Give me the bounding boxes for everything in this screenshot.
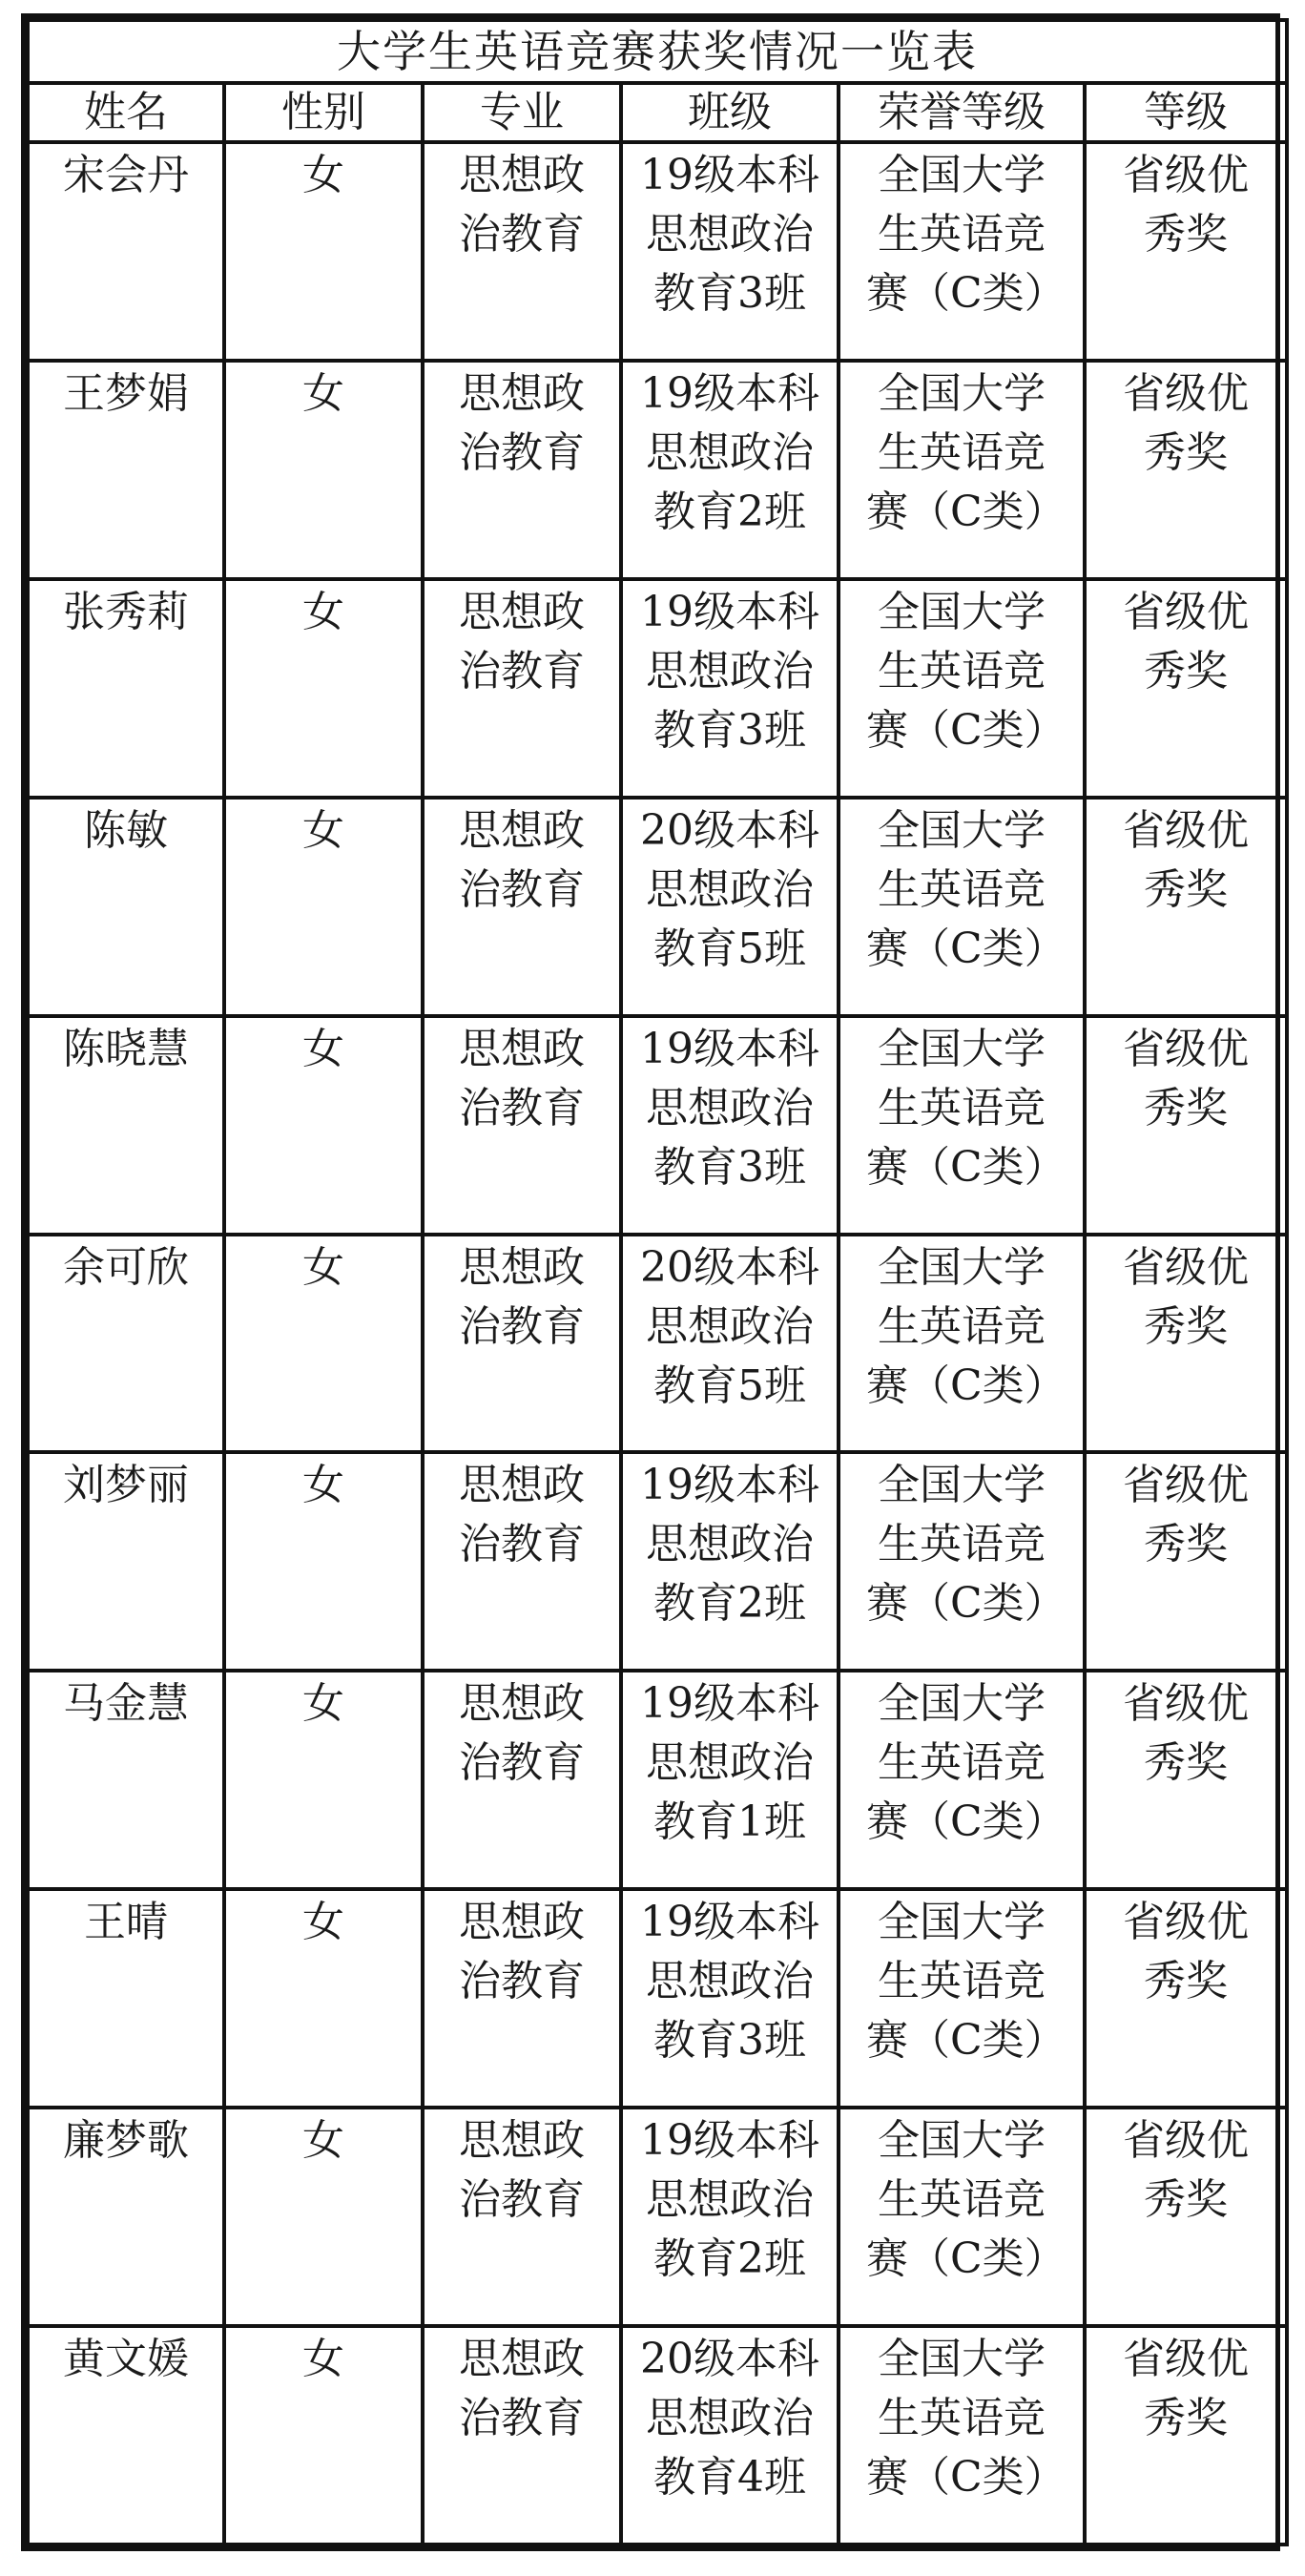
cell-name-text: 王梦娟	[63, 368, 189, 418]
cell-major-text: 思想政治教育	[459, 368, 585, 477]
cell-class	[621, 1671, 839, 1889]
cell-gender-text: 女	[302, 1898, 344, 1947]
cell-honor-text: 全国大学生英语竞赛（C类）	[866, 151, 1067, 318]
cell-gender	[224, 1235, 423, 1453]
cell-gender	[224, 1016, 423, 1235]
cell-honor-text: 全国大学生英语竞赛（C类）	[866, 805, 1067, 973]
cell-name-text: 张秀莉	[63, 587, 189, 636]
cell-class	[621, 1016, 839, 1235]
cell-name-text: 黄文媛	[63, 2335, 189, 2384]
cell-level	[1085, 2326, 1287, 2545]
cell-name-text: 陈晓慧	[63, 1024, 189, 1073]
award-table-sheet	[21, 13, 1280, 2551]
table-row	[28, 142, 1287, 361]
cell-class-text: 19级本科思想政治教育3班	[640, 151, 819, 318]
cell-level	[1085, 798, 1287, 1016]
cell-honor	[839, 361, 1085, 579]
cell-class-text: 20级本科思想政治教育5班	[640, 805, 819, 973]
cell-name-text: 王晴	[84, 1898, 168, 1947]
cell-gender	[224, 2108, 423, 2326]
header-honor: 荣誉等级	[839, 83, 1085, 142]
cell-name	[28, 579, 224, 798]
cell-name	[28, 2108, 224, 2326]
cell-class	[621, 2326, 839, 2545]
table-row	[28, 1452, 1287, 1671]
cell-level-text: 省级优秀奖	[1123, 2335, 1250, 2443]
cell-major	[423, 1889, 621, 2108]
cell-honor	[839, 1452, 1085, 1671]
cell-major-text: 思想政治教育	[459, 1242, 585, 1351]
header-row	[28, 83, 1287, 142]
award-table	[26, 18, 1289, 2546]
cell-name-text: 刘梦丽	[63, 1461, 189, 1510]
cell-major	[423, 142, 621, 361]
table-row	[28, 579, 1287, 798]
header-class: 班级	[621, 83, 839, 142]
cell-major-text: 思想政治教育	[459, 1461, 585, 1569]
cell-class-text: 20级本科思想政治教育4班	[640, 2335, 819, 2503]
cell-name	[28, 2326, 224, 2545]
cell-major-text: 思想政治教育	[459, 2335, 585, 2443]
cell-honor	[839, 1889, 1085, 2108]
cell-name	[28, 798, 224, 1016]
cell-honor	[839, 579, 1085, 798]
cell-gender	[224, 2326, 423, 2545]
cell-honor	[839, 1671, 1085, 1889]
cell-honor	[839, 2326, 1085, 2545]
cell-name-text: 廉梦歌	[63, 2116, 189, 2166]
cell-gender-text: 女	[302, 2116, 344, 2166]
cell-level-text: 省级优秀奖	[1123, 151, 1250, 259]
cell-class-text: 19级本科思想政治教育3班	[640, 587, 819, 755]
cell-level	[1085, 142, 1287, 361]
cell-name	[28, 1235, 224, 1453]
cell-level	[1085, 1671, 1287, 1889]
cell-level	[1085, 1452, 1287, 1671]
cell-gender	[224, 361, 423, 579]
cell-gender	[224, 1889, 423, 2108]
cell-level-text: 省级优秀奖	[1123, 1679, 1250, 1788]
cell-major-text: 思想政治教育	[459, 587, 585, 696]
cell-level-text: 省级优秀奖	[1123, 587, 1250, 696]
cell-honor	[839, 2108, 1085, 2326]
cell-class	[621, 1235, 839, 1453]
cell-class	[621, 798, 839, 1016]
table-title: 大学生英语竞赛获奖情况一览表	[28, 20, 1287, 83]
cell-class	[621, 2108, 839, 2326]
cell-level	[1085, 2108, 1287, 2326]
cell-class	[621, 1889, 839, 2108]
cell-honor	[839, 1235, 1085, 1453]
cell-name-text: 宋会丹	[63, 151, 189, 199]
cell-honor-text: 全国大学生英语竞赛（C类）	[866, 1898, 1067, 2066]
cell-level-text: 省级优秀奖	[1123, 2116, 1250, 2225]
cell-name	[28, 142, 224, 361]
cell-class-text: 19级本科思想政治教育3班	[640, 1024, 819, 1192]
cell-level	[1085, 579, 1287, 798]
cell-name	[28, 1889, 224, 2108]
cell-gender-text: 女	[302, 587, 344, 636]
cell-gender	[224, 142, 423, 361]
cell-honor-text: 全国大学生英语竞赛（C类）	[866, 1024, 1067, 1192]
cell-level	[1085, 1889, 1287, 2108]
table-row	[28, 798, 1287, 1016]
cell-honor-text: 全国大学生英语竞赛（C类）	[866, 2335, 1067, 2503]
cell-name-text: 陈敏	[84, 805, 168, 855]
cell-gender-text: 女	[302, 1242, 344, 1292]
cell-name	[28, 1016, 224, 1235]
header-level: 等级	[1085, 83, 1287, 142]
cell-honor	[839, 1016, 1085, 1235]
header-gender: 性别	[224, 83, 423, 142]
cell-major	[423, 1452, 621, 1671]
cell-gender-text: 女	[302, 1461, 344, 1510]
cell-class-text: 19级本科思想政治教育3班	[640, 1898, 819, 2066]
cell-gender-text: 女	[302, 151, 344, 199]
title-row	[28, 20, 1287, 83]
cell-level-text: 省级优秀奖	[1123, 1898, 1250, 2006]
cell-level-text: 省级优秀奖	[1123, 1242, 1250, 1351]
cell-major-text: 思想政治教育	[459, 151, 585, 259]
cell-major-text: 思想政治教育	[459, 1898, 585, 2006]
cell-gender	[224, 579, 423, 798]
table-row	[28, 2326, 1287, 2545]
cell-major	[423, 1016, 621, 1235]
cell-level	[1085, 361, 1287, 579]
cell-major	[423, 1235, 621, 1453]
cell-gender-text: 女	[302, 805, 344, 855]
cell-gender-text: 女	[302, 1679, 344, 1729]
cell-major	[423, 798, 621, 1016]
cell-class	[621, 1452, 839, 1671]
cell-name	[28, 361, 224, 579]
table-row	[28, 1235, 1287, 1453]
cell-honor-text: 全国大学生英语竞赛（C类）	[866, 368, 1067, 536]
table-row	[28, 2108, 1287, 2326]
cell-name	[28, 1671, 224, 1889]
cell-major	[423, 579, 621, 798]
cell-honor-text: 全国大学生英语竞赛（C类）	[866, 1679, 1067, 1847]
header-name: 姓名	[28, 83, 224, 142]
cell-class-text: 19级本科思想政治教育2班	[640, 368, 819, 536]
cell-gender	[224, 1452, 423, 1671]
cell-major	[423, 2326, 621, 2545]
cell-gender	[224, 798, 423, 1016]
cell-major-text: 思想政治教育	[459, 1024, 585, 1132]
cell-level-text: 省级优秀奖	[1123, 1024, 1250, 1132]
cell-major-text: 思想政治教育	[459, 1679, 585, 1788]
cell-level-text: 省级优秀奖	[1123, 1461, 1250, 1569]
cell-honor-text: 全国大学生英语竞赛（C类）	[866, 587, 1067, 755]
cell-major	[423, 1671, 621, 1889]
cell-gender-text: 女	[302, 368, 344, 418]
cell-class	[621, 142, 839, 361]
table-row	[28, 1016, 1287, 1235]
cell-honor-text: 全国大学生英语竞赛（C类）	[866, 2116, 1067, 2284]
cell-gender-text: 女	[302, 2335, 344, 2384]
header-major: 专业	[423, 83, 621, 142]
table-body	[28, 142, 1287, 2545]
cell-major-text: 思想政治教育	[459, 805, 585, 914]
cell-honor-text: 全国大学生英语竞赛（C类）	[866, 1242, 1067, 1410]
cell-class-text: 19级本科思想政治教育2班	[640, 1461, 819, 1629]
cell-gender-text: 女	[302, 1024, 344, 1073]
cell-class-text: 19级本科思想政治教育2班	[640, 2116, 819, 2284]
table-row	[28, 361, 1287, 579]
cell-gender	[224, 1671, 423, 1889]
cell-honor	[839, 142, 1085, 361]
cell-class-text: 20级本科思想政治教育5班	[640, 1242, 819, 1410]
cell-level	[1085, 1016, 1287, 1235]
cell-class	[621, 579, 839, 798]
cell-major-text: 思想政治教育	[459, 2116, 585, 2225]
cell-honor-text: 全国大学生英语竞赛（C类）	[866, 1461, 1067, 1629]
cell-major	[423, 2108, 621, 2326]
cell-class-text: 19级本科思想政治教育1班	[640, 1679, 819, 1847]
cell-name-text: 马金慧	[63, 1679, 189, 1729]
table-row	[28, 1671, 1287, 1889]
cell-major	[423, 361, 621, 579]
cell-honor	[839, 798, 1085, 1016]
cell-class	[621, 361, 839, 579]
cell-name-text: 余可欣	[63, 1242, 189, 1292]
table-row	[28, 1889, 1287, 2108]
cell-level-text: 省级优秀奖	[1123, 368, 1250, 477]
cell-level	[1085, 1235, 1287, 1453]
cell-name	[28, 1452, 224, 1671]
cell-level-text: 省级优秀奖	[1123, 805, 1250, 914]
